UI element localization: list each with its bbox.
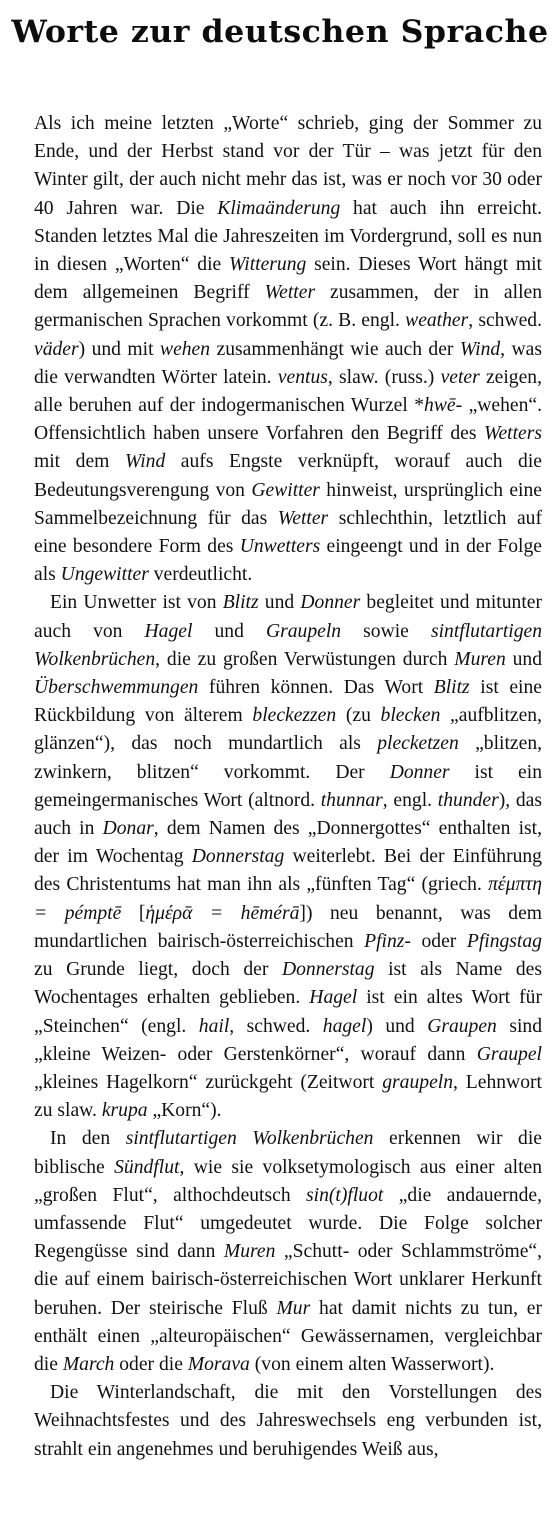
- emphasized-term: sintflutartigen Wolkenbrüchen: [125, 1128, 374, 1150]
- emphasized-term: Unwetters: [239, 536, 321, 558]
- text-run: zusammen, der in allen germanischen Sprachen vorkommt (z. B. engl.: [34, 282, 543, 332]
- emphasized-term: ventus: [277, 366, 328, 388]
- text-run: ) und: [366, 1015, 428, 1037]
- emphasized-term: väder: [34, 338, 79, 360]
- emphasized-term: veter: [440, 366, 480, 388]
- text-run: Ein Unwetter ist von: [50, 592, 223, 614]
- text-run: mit dem: [34, 451, 125, 473]
- text-run: erkennen wir die biblische: [34, 1128, 542, 1178]
- emphasized-term: ἡμέρᾱ = hēmérā: [145, 902, 300, 924]
- emphasized-term: sin(t)fluot: [306, 1184, 384, 1206]
- text-run: ist eine Rückbildung von älterem: [34, 677, 542, 727]
- emphasized-term: sintflutartigen Wolkenbrüchen: [34, 620, 542, 670]
- text-run: ), das auch in: [34, 789, 542, 840]
- paragraph: [34, 1125, 542, 1379]
- text-run: zu Grunde liegt, doch der: [34, 959, 282, 981]
- emphasized-term: weather: [405, 310, 469, 332]
- emphasized-term: hail: [198, 1015, 230, 1037]
- text-run: begleitet und mitunter auch von: [34, 592, 542, 642]
- emphasized-term: bleckezzen: [252, 705, 337, 727]
- article-title: Worte zur deutschen Sprache: [11, 14, 549, 50]
- emphasized-term: Pfingstag: [466, 930, 542, 952]
- text-run: „Schutt- oder Schlammströme“, die auf einem bairisch-österreichischen Wort unklarer Herkunft beruhen. Der steirische Fluß: [34, 1241, 542, 1319]
- emphasized-term: Blitz: [222, 592, 259, 614]
- emphasized-term: Donar: [102, 818, 154, 840]
- paragraph: [34, 110, 542, 589]
- text-run: hinweist, ursprünglich eine Sammelbezeichnung für das: [34, 479, 542, 529]
- emphasized-term: Mur: [276, 1297, 311, 1319]
- emphasized-term: wehen: [160, 338, 211, 360]
- emphasized-term: hwē-: [424, 395, 463, 417]
- emphasized-term: Donnerstag: [191, 846, 285, 868]
- text-run: hat damit nichts zu tun, er enthält einen „alteuropäischen“ Gewässernamen, vergleichbar die: [34, 1297, 543, 1375]
- emphasized-term: Donnerstag: [281, 959, 375, 981]
- text-run: , was die verwandten Wörter latein.: [34, 338, 542, 388]
- text-run: aufs Engste verknüpft, worauf auch die Bedeutungsverengung von: [34, 451, 542, 501]
- emphasized-term: Graupel: [476, 1043, 542, 1065]
- text-run: und: [258, 592, 301, 614]
- text-run: „kleines Hagelkorn“ zurückgeht (Zeitwort: [34, 1071, 383, 1093]
- emphasized-term: Gewitter: [251, 479, 320, 501]
- emphasized-term: Muren: [223, 1241, 276, 1263]
- text-run: schlechthin, letztlich auf eine besondere Form des: [34, 507, 542, 558]
- text-run: oder: [410, 930, 467, 952]
- text-run: , dem Namen des „Donnergottes“ enthalten ist, der im Wochentag: [34, 818, 542, 868]
- emphasized-term: Witterung: [229, 254, 307, 276]
- text-run: , die zu großen Verwüstungen durch: [155, 648, 455, 670]
- article-body: [34, 110, 542, 1464]
- paragraph: [34, 1379, 542, 1464]
- text-run: hat auch ihn erreicht. Standen letztes Mal die Jahreszeiten im Vordergrund, soll es nun in diesen „Worten“ die: [34, 197, 542, 276]
- emphasized-term: March: [62, 1353, 115, 1375]
- emphasized-term: Donner: [389, 761, 450, 783]
- emphasized-term: Ungewitter: [60, 564, 149, 586]
- emphasized-term: thunder: [437, 789, 499, 811]
- text-run: „wehen“. Offensichtlich haben unsere Vorfahren den Begriff des: [34, 395, 542, 445]
- emphasized-term: Graupeln: [265, 620, 342, 642]
- text-run: „aufblitzen, glänzen“), das noch mundartlich als: [34, 705, 542, 755]
- text-run: zeigen, alle beruhen auf der indogermanischen Wurzel *: [34, 366, 542, 417]
- text-run: sind „kleine Weizen- oder Gerstenkörner“, worauf dann: [34, 1015, 542, 1065]
- text-run: ist ein gemeingermanisches Wort (altnord.: [34, 761, 542, 811]
- text-run: eingeengt und in der Folge als: [34, 536, 542, 586]
- text-run: , slaw. (russ.): [327, 366, 441, 388]
- text-run: (zu: [336, 705, 381, 727]
- text-run: sein. Dieses Wort hängt mit dem allgemeinen Begriff: [34, 254, 543, 304]
- text-run: ist ein altes Wort für „Steinchen“ (engl.: [34, 987, 542, 1037]
- emphasized-term: Wetter: [277, 507, 329, 529]
- emphasized-term: plecketzen: [377, 733, 459, 755]
- text-run: zusammenhängt wie auch der: [210, 338, 460, 360]
- emphasized-term: Wind: [459, 338, 501, 360]
- text-run: , schwed.: [468, 310, 542, 332]
- text-run: , wie sie volksetymologisch aus einer alten „großen Flut“, althochdeutsch: [34, 1156, 543, 1206]
- text-run: , engl.: [382, 789, 438, 811]
- emphasized-term: Hagel: [309, 987, 358, 1009]
- text-run: und: [505, 648, 542, 670]
- text-run: oder die: [114, 1353, 188, 1375]
- emphasized-term: πέμπτη = pémptē: [34, 874, 542, 924]
- emphasized-term: Wetters: [483, 423, 542, 445]
- text-run: und: [192, 620, 266, 642]
- emphasized-term: Morava: [187, 1353, 250, 1375]
- emphasized-term: hagel: [322, 1015, 367, 1037]
- text-run: „blitzen, zwinkern, blitzen“ vorkommt. Der: [34, 733, 543, 783]
- text-run: [: [121, 902, 146, 924]
- emphasized-term: Blitz: [433, 677, 470, 699]
- text-run: verdeutlicht.: [148, 564, 253, 586]
- emphasized-term: Hagel: [144, 620, 193, 642]
- text-run: „die andauernde, umfassende Flut“ umgedeutet wurde. Die Folge solcher Regengüsse sind dann: [34, 1184, 542, 1263]
- text-run: In den: [50, 1128, 126, 1150]
- emphasized-term: Graupen: [427, 1015, 497, 1037]
- text-run: führen können. Das Wort: [198, 677, 434, 699]
- paragraph: [34, 589, 542, 1125]
- text-run: ist als Name des Wochentages erhalten geblieben.: [34, 959, 543, 1009]
- text-run: ) und mit: [78, 338, 160, 360]
- emphasized-term: Muren: [454, 648, 506, 670]
- emphasized-term: Sündflut: [114, 1156, 180, 1178]
- text-run: weiterlebt. Bei der Einführung des Christentums hat man ihn als „fünften Tag“ (griech.: [34, 846, 542, 896]
- text-run: sowie: [341, 620, 431, 642]
- text-run: „Korn“).: [147, 1100, 222, 1122]
- text-run: ]) neu benannt, was dem mundartlichen bairisch-österreichischen: [34, 902, 543, 952]
- emphasized-term: Donner: [300, 592, 361, 614]
- emphasized-term: Überschwemmungen: [34, 677, 199, 699]
- emphasized-term: Wind: [124, 451, 166, 473]
- emphasized-term: blecken: [380, 705, 441, 727]
- emphasized-term: krupa: [101, 1100, 148, 1122]
- emphasized-term: thunnar: [320, 789, 383, 811]
- emphasized-term: Pfinz-: [364, 930, 411, 952]
- text-run: , schwed.: [229, 1015, 323, 1037]
- emphasized-term: Klimaänderung: [217, 197, 341, 219]
- text-run: Als ich meine letzten „Worte“ schrieb, ging der Sommer zu Ende, und der Herbst stand vor der Tür – was jetzt für den Winter gilt, der auch nicht mehr das ist, was er noch vor 30 oder 40 Jahren war. Die: [34, 113, 542, 219]
- text-run: Die Winterlandschaft, die mit den Vorstellungen des Weihnachtsfestes und des Jahreswechsels eng verbunden ist, strahlt ein angenehmes und beruhigendes Weiß aus,: [34, 1382, 542, 1460]
- text-run: , Lehnwort zu slaw.: [34, 1071, 542, 1122]
- emphasized-term: graupeln: [382, 1071, 453, 1093]
- emphasized-term: Wetter: [264, 282, 316, 304]
- text-run: (von einem alten Wasserwort).: [249, 1353, 495, 1375]
